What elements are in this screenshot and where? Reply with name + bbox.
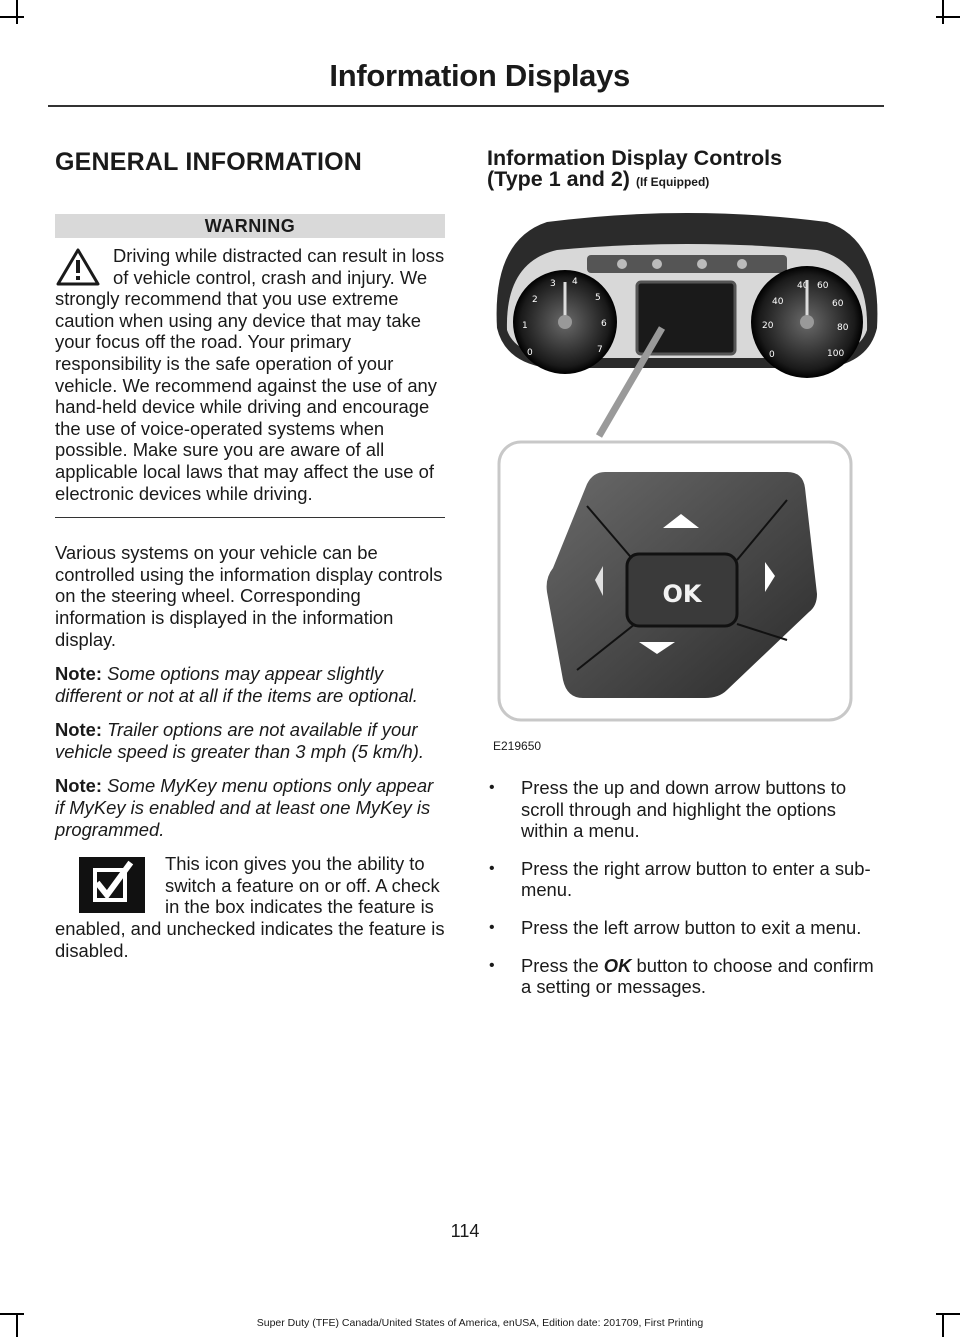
note-mykey	[55, 775, 445, 840]
right-column	[487, 148, 887, 193]
svg-text:3: 3	[550, 279, 556, 289]
svg-text:20: 20	[762, 321, 774, 331]
note-label: Note:	[55, 663, 102, 685]
note-text: Some options may appear slightly different or not at all if the items are optional.	[55, 663, 418, 706]
list-item	[487, 917, 887, 939]
controls-title	[487, 148, 887, 193]
ok-button-label: OK	[662, 580, 702, 608]
warning-divider	[55, 517, 445, 518]
svg-text:1: 1	[522, 321, 528, 331]
ok-inline-label: OK	[603, 954, 632, 976]
list-item	[487, 777, 887, 842]
crop-mark	[0, 16, 24, 18]
intro-paragraph: Various systems on your vehicle can be controlled using the information display controls on the steering wheel. Corresponding information is displayed in the information display.	[55, 542, 443, 650]
warning-triangle-icon	[55, 247, 101, 287]
left-column	[55, 148, 445, 961]
instrument-cluster-illustration	[487, 210, 887, 745]
if-equipped-label: (If Equipped)	[635, 175, 710, 189]
crop-mark	[936, 1313, 960, 1315]
list-item	[487, 858, 887, 901]
note-label: Note:	[55, 775, 102, 797]
bullet-text: Press the right arrow button to enter a sub-menu.	[521, 857, 871, 901]
crop-mark	[942, 0, 944, 24]
warning-text: Driving while distracted can result in loss of vehicle control, crash and injury. We strongly recommend that you use extreme caution when using any device that may take your focus off the road. Your primary responsibility is the safe operation of your vehicle. We recommend against the use of any hand-held device while driving and encourage the use of voice-operated systems when possible. Make sure you are aware of all applicable local laws that may affect the use of electronic devices while driving.	[55, 245, 445, 504]
page-header-title: Information Displays	[329, 58, 630, 93]
svg-text:0: 0	[769, 350, 775, 360]
page-footer: Super Duty (TFE) Canada/United States of America, enUSA, Edition date: 201709, First Printing	[256, 1317, 704, 1329]
checkbox-text: This icon gives you the ability to switch a feature on or off. A check in the box indicates the feature is enabled, and unchecked indicates the feature is disabled.	[55, 853, 445, 961]
bullet-text: Press the left arrow button to exit a menu.	[521, 916, 862, 938]
page-number: 114	[450, 1221, 480, 1241]
svg-text:6: 6	[601, 319, 607, 329]
crop-mark	[16, 0, 18, 24]
note-text: Some MyKey menu options only appear if MyKey is enabled and at least one MyKey is programmed.	[55, 775, 434, 840]
svg-text:0: 0	[527, 348, 533, 358]
svg-text:60: 60	[832, 299, 844, 309]
note-text: Trailer options are not available if your vehicle speed is greater than 3 mph (5 km/h).	[55, 719, 425, 762]
checkbox-checked-icon	[79, 857, 145, 913]
svg-text:2: 2	[532, 295, 538, 305]
controls-title-line1: Information Display Controls	[487, 146, 783, 170]
svg-text:5: 5	[595, 293, 601, 303]
bullet-text: Press the	[521, 954, 604, 976]
controls-bullet-list	[487, 777, 887, 1014]
crop-mark	[0, 1313, 24, 1315]
svg-text:7: 7	[597, 345, 603, 355]
svg-text:100: 100	[827, 349, 845, 359]
warning-label: WARNING	[55, 214, 445, 238]
note-label: Note:	[55, 719, 102, 741]
svg-text:40: 40	[772, 297, 784, 307]
note-trailer-options	[55, 719, 445, 762]
svg-text:40: 40	[797, 281, 809, 291]
svg-text:4: 4	[572, 277, 578, 287]
warning-box	[55, 245, 445, 518]
section-title: GENERAL INFORMATION	[55, 148, 363, 176]
svg-text:80: 80	[837, 323, 849, 333]
bullet-text: button to choose and confirm a setting or messages.	[521, 954, 874, 998]
controls-title-line2: (Type 1 and 2)	[487, 167, 630, 191]
note-optional-items	[55, 663, 445, 706]
bullet-text: Press the up and down arrow buttons to scroll through and highlight the options within a menu.	[521, 777, 847, 842]
checkbox-explanation	[55, 853, 445, 961]
figure-id: E219650	[493, 739, 542, 753]
crop-mark	[936, 16, 960, 18]
header-divider	[48, 105, 884, 107]
svg-text:60: 60	[817, 281, 829, 291]
list-item	[487, 955, 887, 998]
